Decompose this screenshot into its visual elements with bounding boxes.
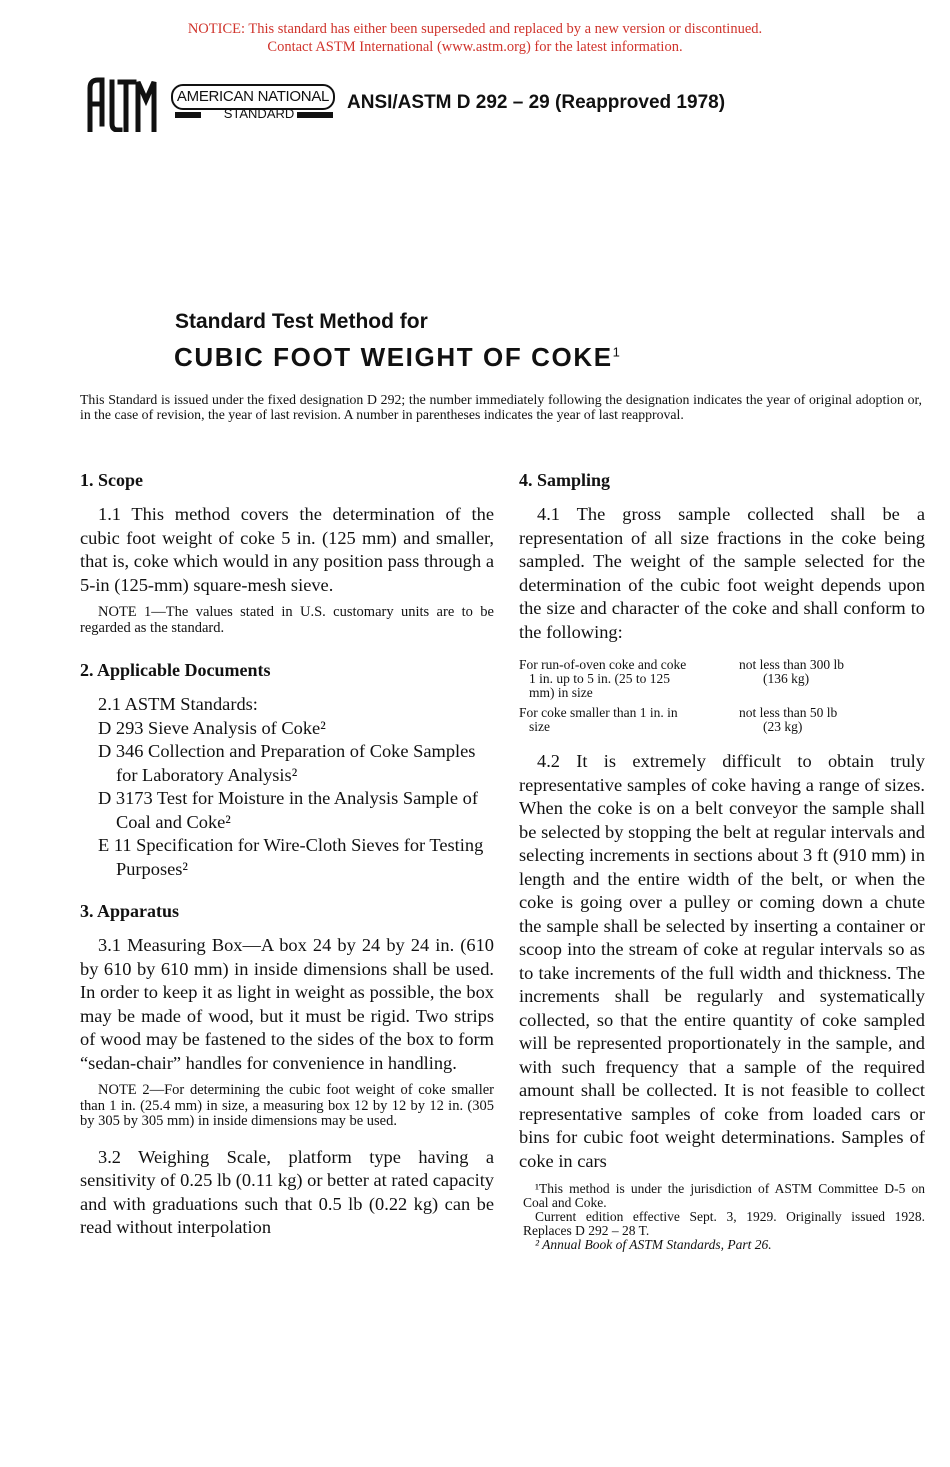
supersede-notice xyxy=(0,20,950,56)
footnote: Current edition effective Sept. 3, 1929. Originally issued 1928. Replaces D 292 – 28 T. xyxy=(523,1209,925,1238)
reference-item: D 346 Collection and Preparation of Coke Samples for Laboratory Analysis² xyxy=(98,741,476,785)
table-cell: mm) in size xyxy=(529,685,593,700)
notice-line-1: NOTICE: This standard has either been superseded and replaced by a new version or discontinued. xyxy=(187,21,763,37)
sampling-paragraph-2: 4.2 It is extremely difficult to obtain truly representative samples of coke having a range of sizes. When the coke is on a belt conveyor the sample shall be selected by stopping the belt at regular intervals and selecting increments in sections about 3 ft (910 mm) in length and the entire width of the belt, or when the coke is going over a pulley or coming down a chute the sample shall be selected by inserting a container or scoop into the stream of coke at regular intervals so as to take increments of the full width and thickness. The increments shall be regularly and systematically collected, so that the entire quantity of coke sampled will be represented proportionately in the sample, and with such frequency that a sample of the required amount shall be collected. It is not feasible to collect representative samples of coke from loaded cars or bins for cubic foot weight determinations. Samples of coke in cars xyxy=(519,751,925,1171)
footnote: ² Annual Book of ASTM Standards, Part 26. xyxy=(535,1237,772,1252)
american-national-standard-badge xyxy=(171,84,335,124)
table-row xyxy=(519,706,925,740)
title-text: CUBIC FOOT WEIGHT OF COKE xyxy=(174,342,613,372)
table-cell: For coke smaller than 1 in. in xyxy=(519,705,678,720)
left-column xyxy=(80,470,494,1240)
badge-bar-right xyxy=(297,112,333,118)
section-apparatus-heading: 3. Apparatus xyxy=(80,901,180,921)
standard-designation: ANSI/ASTM D 292 – 29 (Reapproved 1978) xyxy=(347,92,726,113)
table-cell: not less than 300 lb xyxy=(739,657,844,672)
footnotes xyxy=(519,1181,925,1252)
table-cell: (23 kg) xyxy=(763,719,803,734)
table-cell: For run-of-oven coke and coke xyxy=(519,657,687,672)
scope-paragraph: 1.1 This method covers the determination of the cubic foot weight of coke 5 in. (125 mm) and smaller, that is, coke which would in any position pass through a 5-in (125-mm) square-mesh sieve. xyxy=(80,504,494,595)
badge-top-text: AMERICAN NATIONAL xyxy=(171,84,335,110)
scope-note: NOTE 1—The values stated in U.S. customary units are to be regarded as the standard. xyxy=(80,604,494,636)
applicable-intro: 2.1 ASTM Standards: xyxy=(98,694,258,714)
document-title xyxy=(174,342,620,373)
notice-line-2: Contact ASTM International (www.astm.org) for the latest information. xyxy=(267,39,683,55)
table-cell: size xyxy=(529,719,550,734)
badge-bottom-text: STANDARD xyxy=(223,106,295,121)
apparatus-paragraph-1: 3.1 Measuring Box—A box 24 by 24 by 24 in. (610 by 610 by 610 mm) in inside dimensions shall be used. In order to keep it as light in weight as possible, the box may be made of wood, but it must be rigid. Two strips of wood may be fastened to the sides of the box to form “sedan-chair” handles for convenience in handling. xyxy=(80,935,494,1073)
apparatus-note: NOTE 2—For determining the cubic foot weight of coke smaller than 1 in. (25.4 mm) in size, a measuring box 12 by 12 by 12 in. (305 by 305 by 305 mm) in inside dimensions may be used. xyxy=(80,1082,494,1129)
table-cell: 1 in. up to 5 in. (25 to 125 xyxy=(529,671,670,686)
astm-logo xyxy=(86,74,158,132)
section-applicable-heading: 2. Applicable Documents xyxy=(80,660,271,680)
reference-item: D 3173 Test for Moisture in the Analysis Sample of Coal and Coke² xyxy=(98,788,478,832)
preamble: This Standard is issued under the fixed designation D 292; the number immediately following the designation indicates the year of original adoption or, in the case of revision, the year of last revision. A number in parentheses indicates the year of last reapproval. xyxy=(80,392,922,422)
table-row xyxy=(519,658,925,706)
apparatus-paragraph-2: 3.2 Weighing Scale, platform type having a sensitivity of 0.25 lb (0.11 kg) or better at rated capacity and with graduations such that 0.5 lb (0.22 kg) can be read without interpolation xyxy=(80,1146,495,1237)
title-footnote-ref: 1 xyxy=(612,344,620,360)
title-line-1: Standard Test Method for xyxy=(175,310,428,333)
section-sampling-heading: 4. Sampling xyxy=(519,470,611,490)
footnote: ¹This method is under the jurisdiction of ASTM Committee D-5 on Coal and Coke. xyxy=(523,1181,925,1210)
sampling-paragraph-1: 4.1 The gross sample collected shall be a representation of all size fractions in the coke being sampled. The weight of the sample selected for the determination of the cubic foot weight depends upon the size and character of the coke and shall conform to the following: xyxy=(519,504,925,642)
table-cell: not less than 50 lb xyxy=(739,705,838,720)
right-column xyxy=(519,470,925,1252)
section-scope-heading: 1. Scope xyxy=(80,470,143,490)
sample-size-table xyxy=(519,658,925,740)
reference-item: D 293 Sieve Analysis of Coke² xyxy=(98,717,326,738)
table-cell: (136 kg) xyxy=(763,671,810,686)
reference-item: E 11 Specification for Wire-Cloth Sieves for Testing Purposes² xyxy=(98,835,484,879)
reference-list xyxy=(80,693,494,881)
